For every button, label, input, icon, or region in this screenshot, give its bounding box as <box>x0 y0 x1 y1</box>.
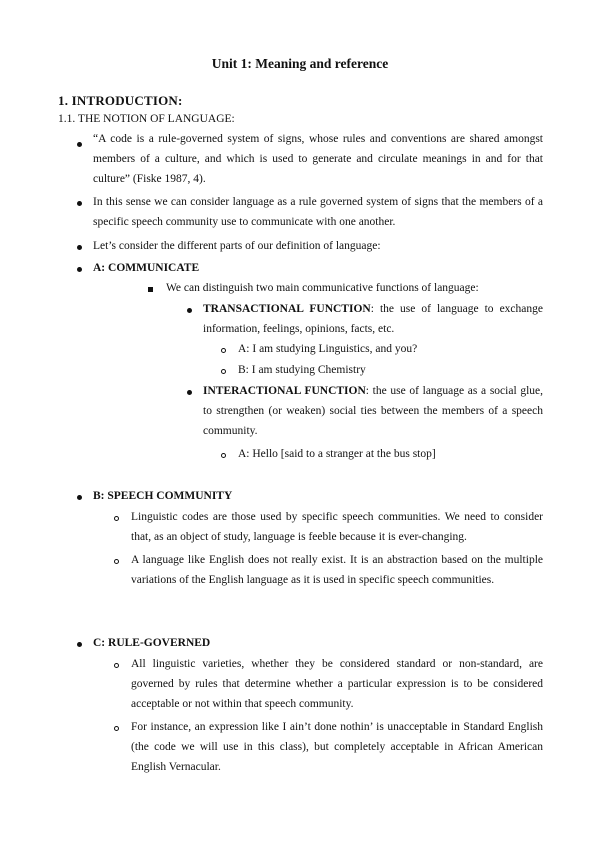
bullet-circle-icon <box>114 559 119 564</box>
speech-community-p2: A language like English does not really exist. It is an abstraction based on the multiple variations of the English language as it is used in specific speech communities. <box>131 554 543 586</box>
speech-community-p1: Linguistic codes are those used by specific speech communities. We need to consider that, as an object of study, language is feeble because it is ever-changing. <box>131 511 543 543</box>
consider-paragraph: Let’s consider the different parts of our definition of language: <box>93 240 381 252</box>
example-3: A: Hello [said to a stranger at the bus stop] <box>238 448 436 460</box>
bullet-dot-icon <box>187 308 192 313</box>
bullet-dot-icon <box>77 267 82 272</box>
bullet-dot-icon <box>77 142 82 147</box>
heading-a: A: COMMUNICATE <box>93 262 200 274</box>
sense-paragraph: In this sense we can consider language as a rule governed system of signs that the members of a specific speech community use to communicate with one another. <box>93 196 543 228</box>
page-title: Unit 1: Meaning and reference <box>211 56 389 71</box>
bullet-dot-icon <box>77 201 82 206</box>
interactional-paragraph <box>203 382 543 441</box>
example-2: B: I am studying Chemistry <box>238 364 366 376</box>
bullet-circle-icon <box>221 348 226 353</box>
transactional-text: : the use of language to exchange information, feelings, opinions, facts, etc. <box>203 303 543 335</box>
bullet-dot-icon <box>187 390 192 395</box>
functions-intro: We can distinguish two main communicative functions of language: <box>166 282 479 294</box>
quote-paragraph: “A code is a rule-governed system of signs, whose rules and conventions are shared amongst members of a culture, and which is used to generate and circulate meanings in and for that culture” (Fiske 1987, 4). <box>93 133 543 185</box>
example-1: A: I am studying Linguistics, and you? <box>238 343 418 355</box>
interactional-text: : the use of language as a social glue, to strengthen (or weaken) social ties between the members of a speech community. <box>203 385 543 437</box>
bullet-square-icon <box>148 287 153 292</box>
rule-governed-p1: All linguistic varieties, whether they be considered standard or non-standard, are governed by rules that determine whether a particular expression is to be considered acceptable or not within that speech community. <box>131 658 543 710</box>
bullet-circle-icon <box>221 453 226 458</box>
section-heading: 1. INTRODUCTION: <box>58 93 183 108</box>
bullet-circle-icon <box>221 369 226 374</box>
interactional-label: INTERACTIONAL FUNCTION <box>203 385 366 397</box>
transactional-paragraph <box>203 300 543 340</box>
bullet-dot-icon <box>77 642 82 647</box>
transactional-label: TRANSACTIONAL FUNCTION <box>203 303 371 315</box>
bullet-dot-icon <box>77 495 82 500</box>
rule-governed-p2: For instance, an expression like I ain’t done nothin’ is unacceptable in Standard English (the code we will use in this class), but completely acceptable in African American English Vernacular. <box>131 721 543 773</box>
heading-b: B: SPEECH COMMUNITY <box>93 490 233 502</box>
bullet-circle-icon <box>114 516 119 521</box>
bullet-circle-icon <box>114 726 119 731</box>
bullet-circle-icon <box>114 663 119 668</box>
subsection-heading: 1.1. THE NOTION OF LANGUAGE: <box>58 113 235 125</box>
heading-c: C: RULE-GOVERNED <box>93 637 211 649</box>
bullet-dot-icon <box>77 245 82 250</box>
